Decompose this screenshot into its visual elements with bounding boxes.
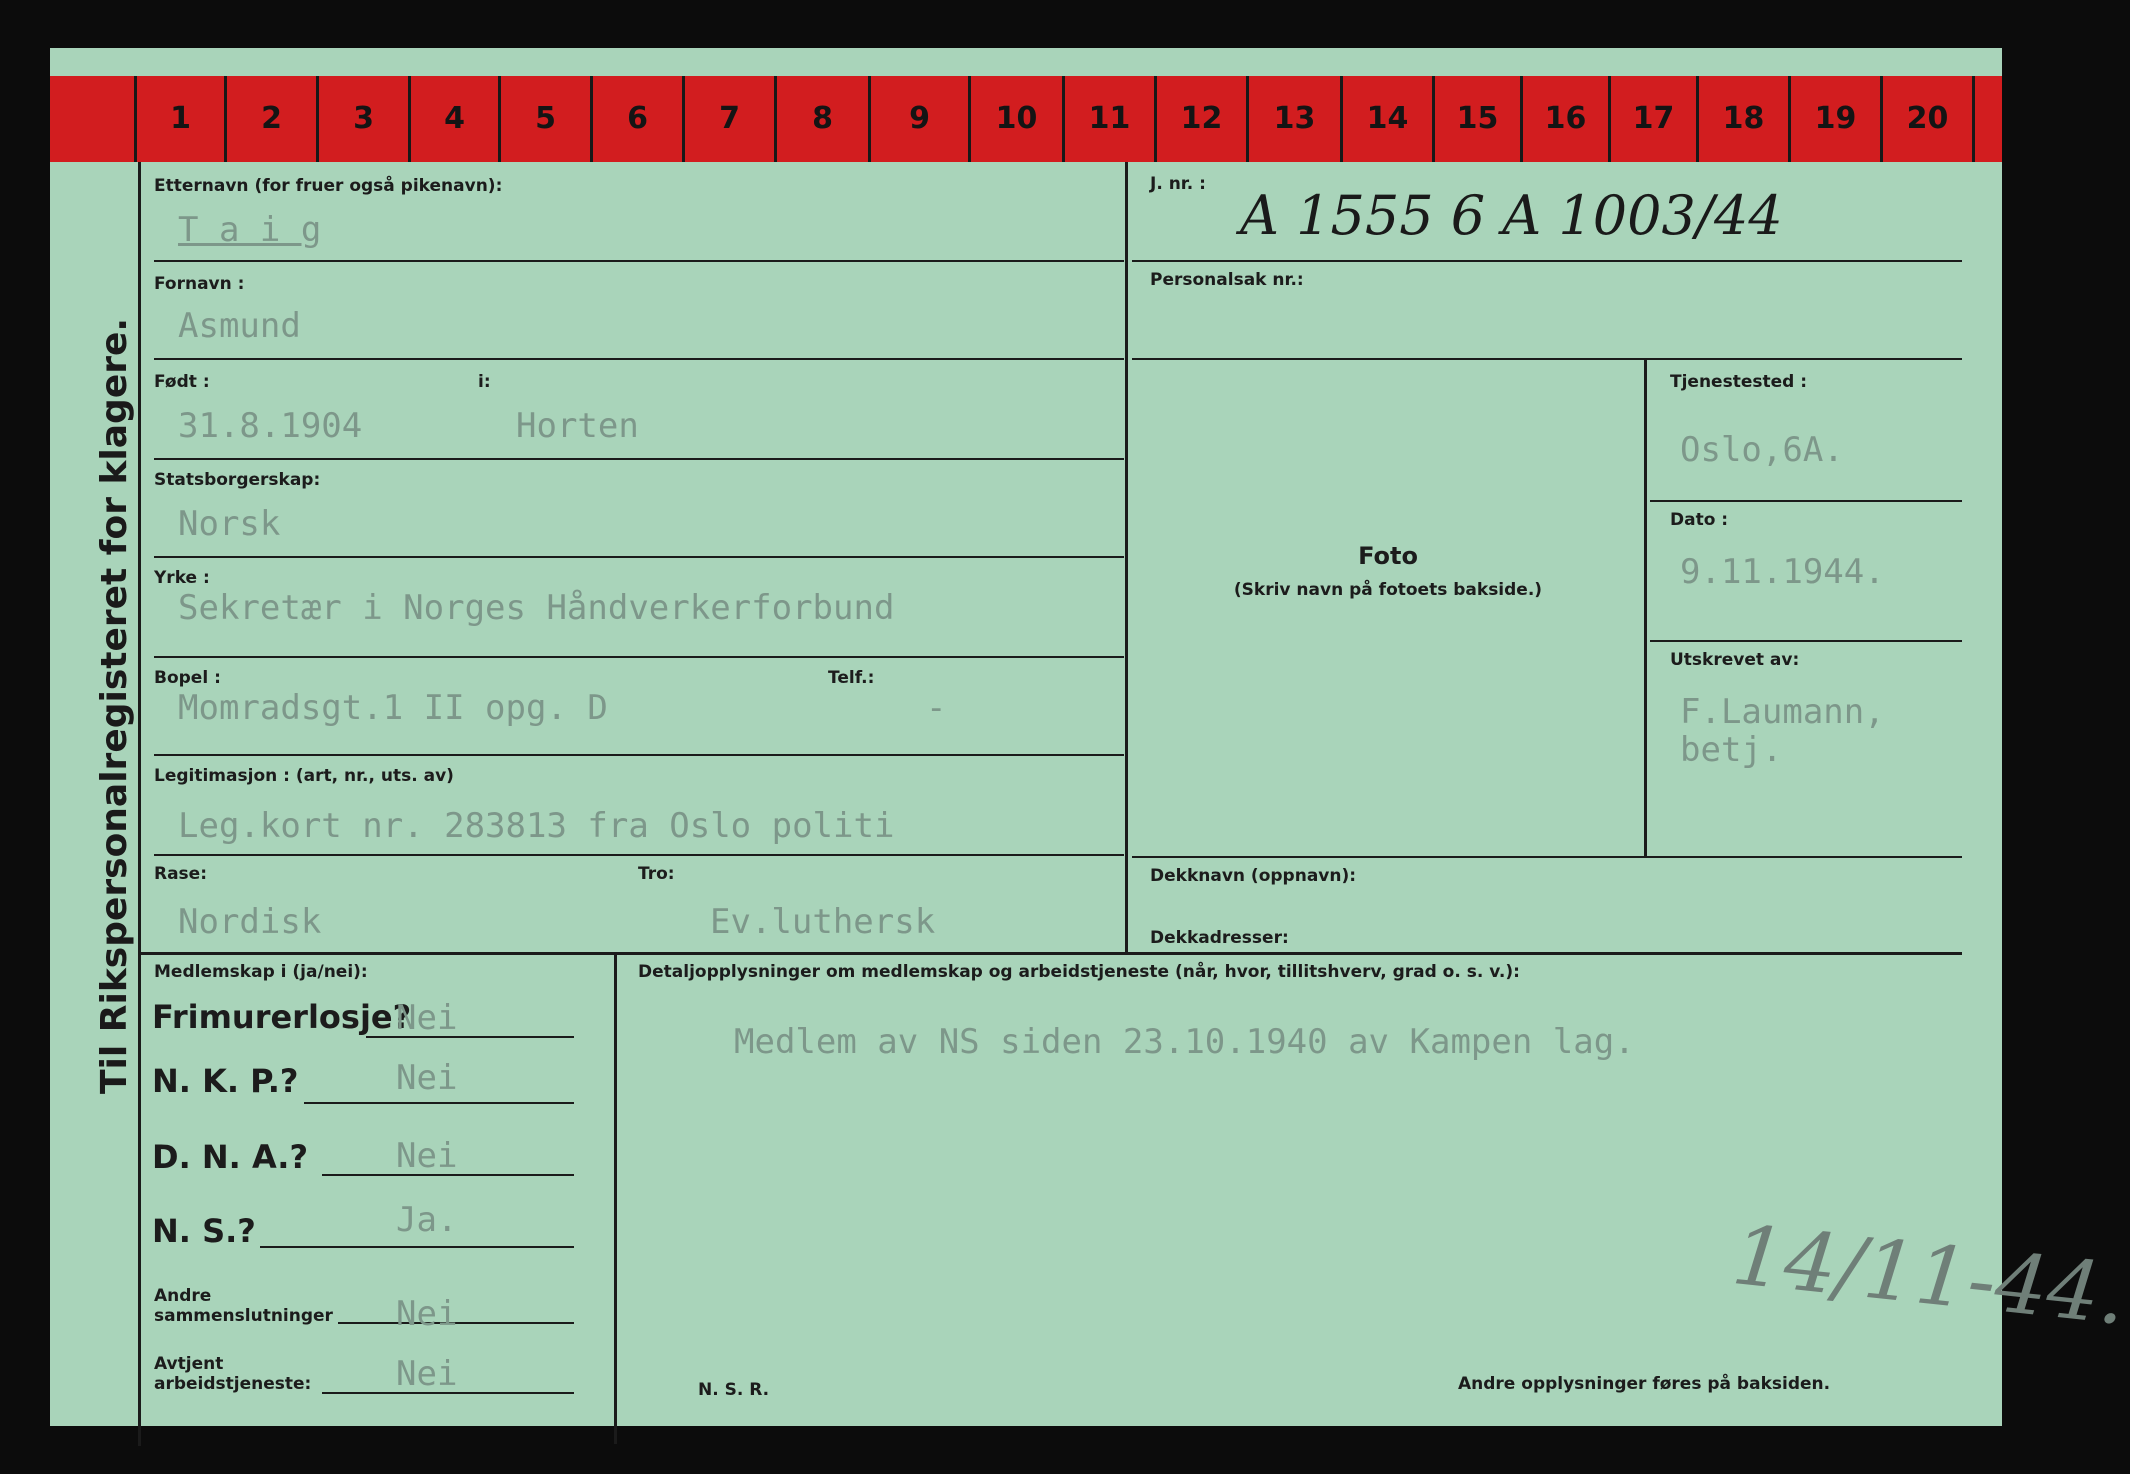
tab-number-4: 4 xyxy=(444,101,465,136)
dato-value: 9.11.1944. xyxy=(1680,552,1885,592)
back-side-note: Andre opplysninger føres på baksiden. xyxy=(1458,1374,1831,1394)
bopel-label: Bopel : xyxy=(154,668,221,688)
rule-fornavn xyxy=(154,358,1124,360)
foto-title: Foto xyxy=(1358,542,1418,570)
right-column-divider xyxy=(1644,360,1647,856)
frimurer-value: Nei xyxy=(396,998,458,1038)
rule-tjenestested xyxy=(1650,500,1962,502)
legitimasjon-value: Leg.kort nr. 283813 fra Oslo politi xyxy=(178,806,895,846)
rule-statsborgerskap xyxy=(154,556,1124,558)
nkp-label: N. K. P.? xyxy=(152,1062,299,1100)
statsborgerskap-value: Norsk xyxy=(178,504,281,544)
rule-photo-bottom xyxy=(1132,856,1962,858)
foto-subtitle: (Skriv navn på fotoets bakside.) xyxy=(1233,580,1543,600)
membership-divider xyxy=(614,954,617,1444)
yrke-value: Sekretær i Norges Håndverkerforbund xyxy=(178,588,895,628)
jnr-value: A 1555 6 A 1003/44 xyxy=(1240,184,1783,247)
side-caption: Til Rikspersonalregisteret for klagere. xyxy=(94,317,135,1094)
membership-label: Medlemskap i (ja/nei): xyxy=(154,962,368,982)
dekknavn-label: Dekknavn (oppnavn): xyxy=(1150,866,1357,886)
ns-line xyxy=(260,1246,574,1248)
tjenestested-label: Tjenestested : xyxy=(1670,372,1808,392)
tab-number-3: 3 xyxy=(353,101,374,136)
rule-legitimasjon xyxy=(154,854,1124,856)
tab-number-15: 15 xyxy=(1456,101,1499,136)
statsborgerskap-label: Statsborgerskap: xyxy=(154,470,321,490)
andre-value: Nei xyxy=(396,1294,458,1334)
dekkadresser-label: Dekkadresser: xyxy=(1150,928,1289,948)
andre-label-line2: sammenslutninger xyxy=(154,1306,333,1326)
ns-value: Ja. xyxy=(396,1200,458,1240)
left-border xyxy=(138,162,141,1446)
telf-label: Telf.: xyxy=(828,668,875,688)
avtjent-label-line1: Avtjent xyxy=(154,1354,224,1374)
yrke-label: Yrke : xyxy=(154,568,210,588)
tab-number-6: 6 xyxy=(627,101,648,136)
tab-number-20: 20 xyxy=(1906,101,1949,136)
nkp-value: Nei xyxy=(396,1058,458,1098)
tab-number-7: 7 xyxy=(719,101,740,136)
tro-label: Tro: xyxy=(638,864,675,884)
tab-number-14: 14 xyxy=(1366,101,1409,136)
tab-number-9: 9 xyxy=(909,101,930,136)
rase-value: Nordisk xyxy=(178,902,322,942)
personalsak-label: Personalsak nr.: xyxy=(1150,270,1304,290)
rule-personalsak xyxy=(1132,358,1962,360)
tab-number-11: 11 xyxy=(1088,101,1131,136)
tab-number-18: 18 xyxy=(1722,101,1765,136)
registration-card xyxy=(50,48,2130,1426)
utskrevet-label: Utskrevet av: xyxy=(1670,650,1800,670)
rule-yrke xyxy=(154,656,1124,658)
tab-number-13: 13 xyxy=(1273,101,1316,136)
tab-number-8: 8 xyxy=(812,101,833,136)
dna-value: Nei xyxy=(396,1136,458,1176)
jnr-label: J. nr. : xyxy=(1150,174,1206,194)
fornavn-label: Fornavn : xyxy=(154,274,245,294)
avtjent-label-line2: arbeidstjeneste: xyxy=(154,1374,312,1394)
nkp-line xyxy=(304,1102,574,1104)
ns-label: N. S.? xyxy=(152,1212,256,1250)
fodested-value: Horten xyxy=(516,406,639,446)
dato-label: Dato : xyxy=(1670,510,1729,530)
center-divider xyxy=(1125,162,1128,954)
tab-number-2: 2 xyxy=(261,101,282,136)
fodt-value: 31.8.1904 xyxy=(178,406,363,446)
telf-value: - xyxy=(926,688,947,728)
rule-etternavn xyxy=(154,260,1124,262)
rule-fodt xyxy=(154,458,1124,460)
handwritten-date: 14/11-44. xyxy=(1728,1208,2130,1344)
details-label: Detaljopplysninger om medlemskap og arbeidstjeneste (når, hvor, tillitshverv, grad o. s. v.): xyxy=(638,962,1520,982)
bopel-value: Momradsgt.1 II opg. D xyxy=(178,688,608,728)
tab-number-12: 12 xyxy=(1180,101,1223,136)
fornavn-value: Asmund xyxy=(178,306,301,346)
frimurer-label: Frimurerlosje? xyxy=(152,998,412,1036)
tab-divider xyxy=(1972,76,1975,162)
tro-value: Ev.luthersk xyxy=(710,902,936,942)
details-value: Medlem av NS siden 23.10.1940 av Kampen lag. xyxy=(734,1022,1635,1062)
rule-jnr xyxy=(1132,260,1962,262)
dna-label: D. N. A.? xyxy=(152,1138,309,1176)
etternavn-value: T a i g xyxy=(178,210,322,250)
tab-number-5: 5 xyxy=(535,101,556,136)
tab-number-16: 16 xyxy=(1544,101,1587,136)
rase-label: Rase: xyxy=(154,864,208,884)
utskrevet-value-line2: betj. xyxy=(1680,730,1783,770)
fodested-label: i: xyxy=(478,372,491,392)
tab-number-10: 10 xyxy=(995,101,1038,136)
nsr-footer: N. S. R. xyxy=(698,1380,770,1400)
tab-number-19: 19 xyxy=(1814,101,1857,136)
tjenestested-value: Oslo,6A. xyxy=(1680,430,1844,470)
utskrevet-value-line1: F.Laumann, xyxy=(1680,692,1885,732)
tab-number-17: 17 xyxy=(1632,101,1675,136)
andre-label-line1: Andre xyxy=(154,1286,212,1306)
etternavn-label: Etternavn (for fruer også pikenavn): xyxy=(154,176,503,196)
avtjent-value: Nei xyxy=(396,1354,458,1394)
rule-dato xyxy=(1650,640,1962,642)
rule-mid-horizontal xyxy=(138,952,1962,955)
rule-bopel xyxy=(154,754,1124,756)
tab-number-1: 1 xyxy=(170,101,191,136)
legitimasjon-label: Legitimasjon : (art, nr., uts. av) xyxy=(154,766,454,786)
fodt-label: Født : xyxy=(154,372,210,392)
